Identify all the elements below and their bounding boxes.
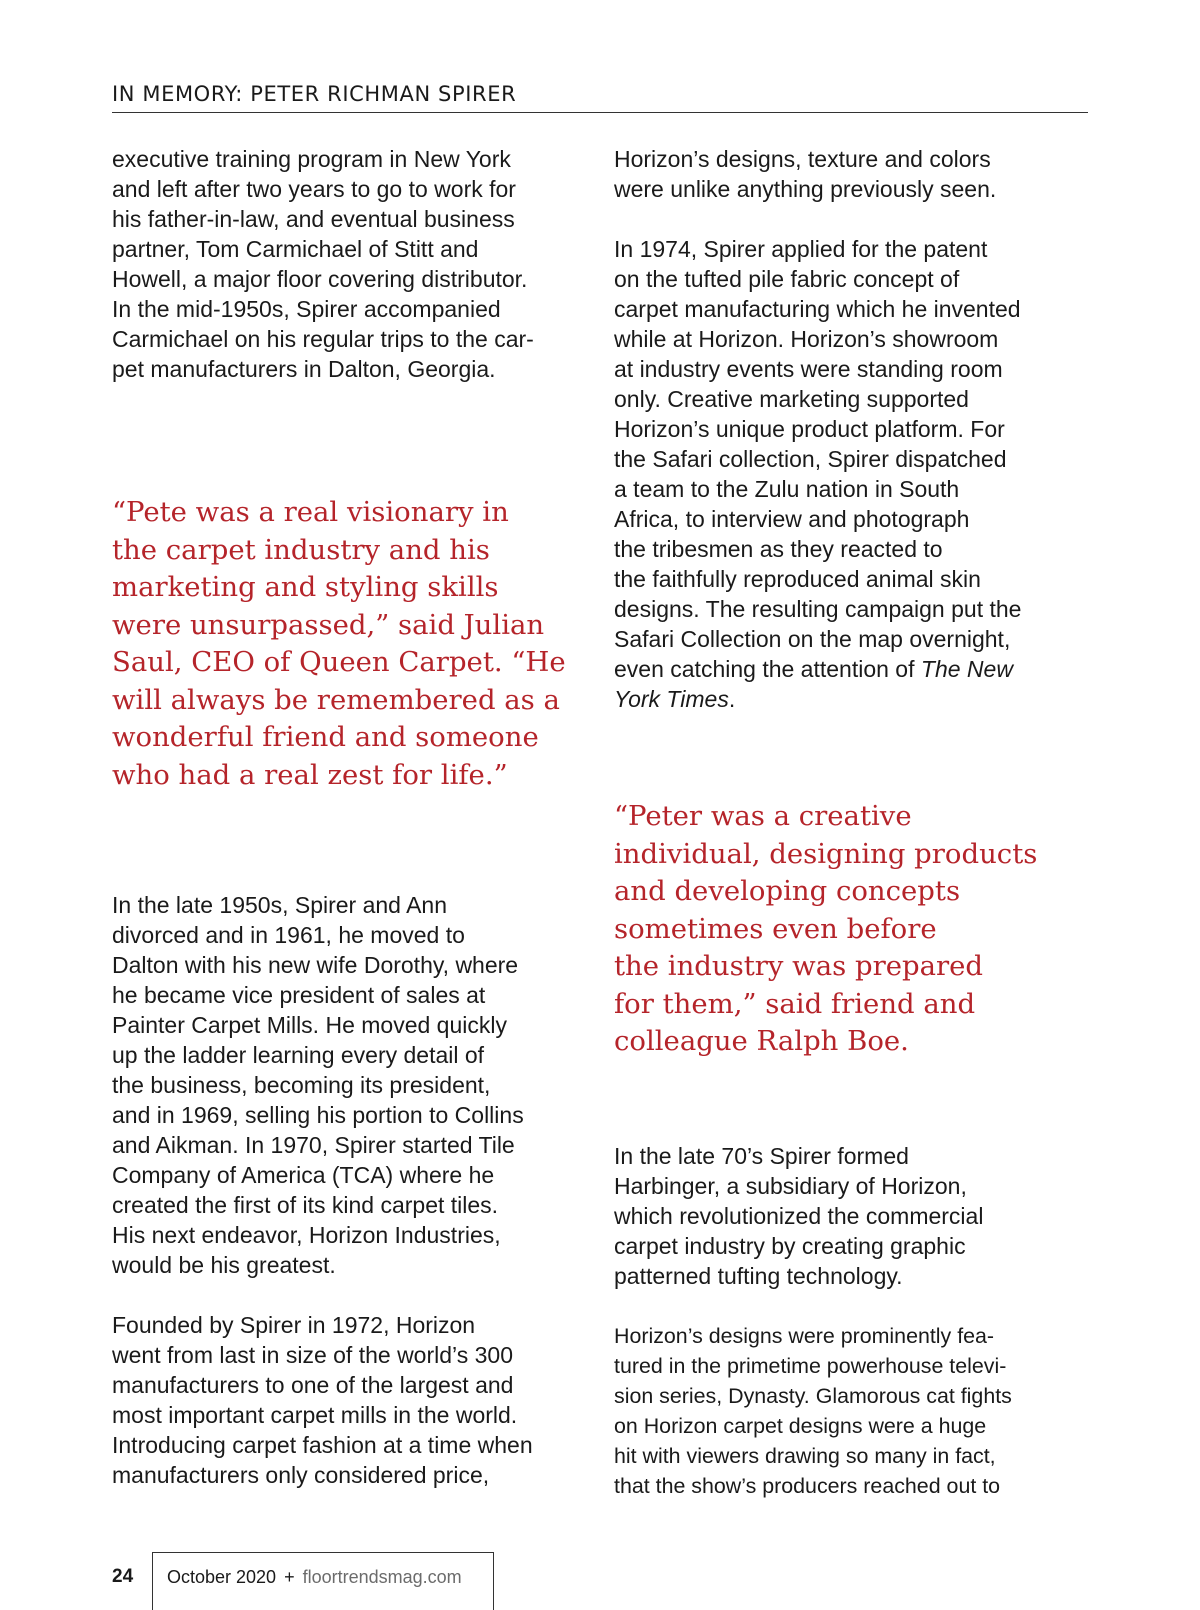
patent-text-end: . [728, 686, 736, 712]
left-column [112, 144, 582, 1490]
page-number: 24 [112, 1566, 134, 1587]
header-title: IN MEMORY: PETER RICHMAN SPIRER [112, 82, 517, 106]
body-paragraph-horizon-founding: Founded by Spirer in 1972, Horizon went from last in size of the world’s 300 manufacturers to one of the largest and most important carpet mills in the world. Introducing carpet fashion at a time when manufacturers only considered price, [112, 1312, 533, 1488]
body-paragraph-horizon-designs: Horizon’s designs, texture and colors were unlike anything previously seen. [614, 146, 997, 202]
body-paragraph-patent [614, 234, 1084, 714]
pull-quote-ralph-boe: “Peter was a creative individual, designing products and developing concepts sometimes even before the industry was prepared for them,” said friend and colleague Ralph Boe. [614, 800, 1038, 1057]
footer-separator: + [284, 1567, 295, 1587]
pull-quote-julian-saul: “Pete was a real visionary in the carpet industry and his marketing and styling skills were unsurpassed,” said Julian Saul, CEO of Queen Carpet. “He will always be remembered as a wonderful friend and someone who had a real zest for life.” [112, 496, 566, 791]
right-column [614, 144, 1084, 1501]
issue-date: October 2020 [167, 1567, 277, 1587]
footer-text [167, 1567, 462, 1588]
body-paragraph-career-start: executive training program in New York and left after two years to go to work for his father-in-law, and eventual business partner, Tom Carmichael of Stitt and Howell, a major floor covering distributor. In the mid-1950s, Spirer accompanied Carmichael on his regular trips to the car- pet manufacturers in Dalton, Georgia. [112, 146, 534, 382]
page-footer [112, 1552, 612, 1610]
newspaper-title: The New York Times [614, 656, 1013, 712]
footer-box [152, 1552, 494, 1610]
patent-text: In 1974, Spirer applied for the patent on the tufted pile fabric concept of carpet manufacturing which he invented while at Horizon. Horizon’s showroom at industry events were standing room only. Creative marketing supported Horizon’s unique product platform. For the Safari collection, Spirer dispatched a team to the Zulu nation in South Africa, to interview and photograph the tribesmen as they reacted to the faithfully reproduced animal skin designs. The resulting campaign put the Safari Collection on the map overnight, even catching the attention of [614, 236, 1022, 682]
running-header [112, 80, 1088, 113]
body-paragraph-dalton-move: In the late 1950s, Spirer and Ann divorced and in 1961, he moved to Dalton with his new wife Dorothy, where he became vice president of sales at Painter Carpet Mills. He moved quickly up the ladder learning every detail of the business, becoming its president, and in 1969, selling his portion to Collins and Aikman. In 1970, Spirer started Tile Company of America (TCA) where he created the first of its kind carpet tiles. His next endeavor, Horizon Industries, would be his greatest. [112, 892, 524, 1278]
body-paragraph-harbinger: In the late 70’s Spirer formed Harbinger, a subsidiary of Horizon, which revolutionized the commercial carpet industry by creating graphic patterned tufting technology. [614, 1142, 984, 1289]
website-link[interactable]: floortrendsmag.com [302, 1567, 462, 1587]
body-paragraph-dynasty: Horizon’s designs were prominently fea- tured in the primetime powerhouse televi- sion series, Dynasty. Glamorous cat fights on Horizon carpet designs were a huge hit with viewers drawing so many in fact, that the show’s producers reached out to [614, 1323, 1012, 1498]
